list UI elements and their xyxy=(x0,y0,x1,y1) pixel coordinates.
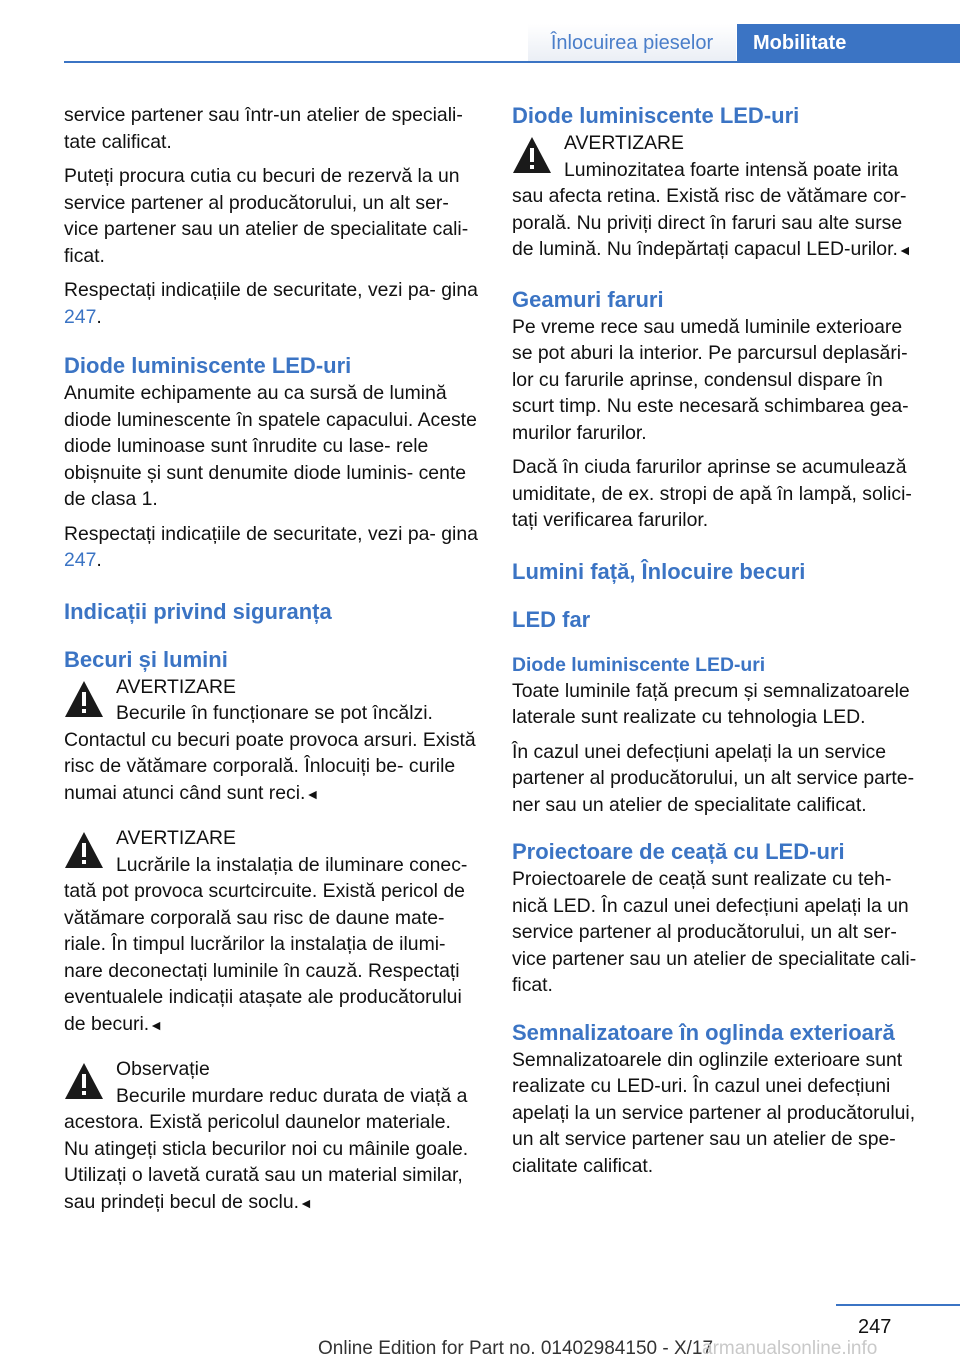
heading-front-lights: Lumini față, Înlocuire becuri xyxy=(512,558,806,584)
warning-block xyxy=(64,825,480,1038)
paragraph: Toate luminile față precum și semnalizatoarele laterale sunt realizate cu tehnologia LED. xyxy=(512,679,910,728)
end-marker: ◄ xyxy=(299,1194,313,1211)
warning-triangle-icon xyxy=(64,1062,104,1100)
paragraph: Puteți procura cutia cu becuri de rezervă la un service partener al producătorului, un alt ser- vice partener sau un atelier de specialitate cali- ficat. xyxy=(64,165,469,267)
paragraph: Anumite echipamente au ca sursă de lumină diode luminescente în spatele capacului. Aceste diode luminoase sunt înrudite cu lase- rele obișnuite și sunt denumite diode luminis- cente de clasa 1. xyxy=(64,382,477,510)
paragraph: Semnalizatoarele din oglinzile exterioare sunt realizate cu LED-uri. În cazul unei defecțiuni apelați la un service partener al producătorului, un alt service partener sau un atelier de spe- cialitate calificat. xyxy=(512,1048,916,1177)
warning-text: Becurile în funcționare se pot încălzi. Contactul cu becuri poate provoca arsuri. Există risc de vătămare corporală. Înlocuiți be- curile numai atunci când sunt reci.◄ xyxy=(64,702,476,804)
edition-note: Online Edition for Part no. 01402984150 - X/17 xyxy=(318,1338,714,1359)
page-link[interactable]: 247 xyxy=(64,549,97,571)
paragraph: În cazul unei defecțiuni apelați la un service partener al producătorului, un alt service parte- ner sau un atelier de specialitate calificat. xyxy=(512,740,915,816)
warning-text: Lucrările la instalația de iluminare conec- tată pot provoca scurtcircuite. Există pericol de vătămare corporală sau risc de daune mate- riale. În timpul lucrărilor la instalația de ilumi- nare deconectați luminile în cauză. Respectați eventualele indicații atașate ale producătorului de becuri.◄ xyxy=(64,853,468,1035)
warning-block xyxy=(64,674,480,808)
heading-fog: Proiectoare de ceață cu LED-uri xyxy=(512,839,845,864)
paragraph: Proiectoarele de ceață sunt realizate cu teh- nică LED. În cazul unei defecțiuni apelați la un service partener al producătorului, un alt ser- vice partener sau un atelier de specialitate cali- ficat. xyxy=(512,868,917,996)
left-column xyxy=(64,102,480,1224)
paragraph: service partener sau într-un atelier de speciali- tate calificat. xyxy=(64,104,463,153)
heading-led: Diode luminiscente LED-uri xyxy=(512,103,800,128)
note-text: Becurile murdare reduc durata de viață a acestora. Există pericolul daunelor materiale. Nu atingeți sticla becurilor noi cu mâinile goale. Utilizați o lavetă curată sau un material similar, sau prindeți becul de soclu.◄ xyxy=(64,1084,469,1213)
paragraph-with-link: Respectați indicațiile de securitate, vezi pa- gina 247. xyxy=(64,279,478,328)
header-rule xyxy=(64,61,960,63)
warning-text: Luminozitatea foarte intensă poate irita sau afecta retina. Există risc de vătămare cor- porală. Nu priviți direct în faruri sau alte surse de lumină. Nu îndepărtați capacul LED-urilor.◄ xyxy=(512,158,912,260)
end-marker: ◄ xyxy=(897,242,912,258)
warning-triangle-icon xyxy=(512,136,552,174)
warning-triangle-icon xyxy=(64,831,104,869)
page-link[interactable]: 247 xyxy=(64,305,97,328)
warning-triangle-icon xyxy=(64,680,104,718)
heading-led: Diode luminiscente LED-uri xyxy=(64,353,352,378)
footer-rule xyxy=(836,1304,960,1306)
page-number: 247 xyxy=(858,1316,892,1338)
heading-safety: Indicații privind siguranța xyxy=(64,598,332,624)
end-marker: ◄ xyxy=(149,1016,164,1033)
heading-glass: Geamuri faruri xyxy=(512,286,664,312)
warning-block xyxy=(512,130,928,264)
page-header xyxy=(0,0,960,62)
chapter-tab[interactable]: Mobilitate xyxy=(737,24,960,62)
end-marker: ◄ xyxy=(305,785,320,802)
heading-bulbs: Becuri și lumini xyxy=(64,646,228,672)
warning-title: AVERTIZARE xyxy=(564,132,684,154)
heading-mirror: Semnalizatoare în oglinda exterioară xyxy=(512,1019,895,1045)
paragraph: Dacă în ciuda farurilor aprinse se acumulează umiditate, de ex. stropi de apă în lampă, solici- tați verificarea farurilor. xyxy=(512,456,912,531)
paragraph: Pe vreme rece sau umedă luminile exterioare se pot aburi la interior. Pe parcursul deplasări- lor cu farurile aprinse, condensul dispare în scurt timp. Nu este necesară schimbarea gea- murilor farurilor. xyxy=(512,315,909,444)
watermark: armanualsonline.info xyxy=(702,1338,878,1359)
note-block xyxy=(64,1056,480,1216)
subheading-led: Diode luminiscente LED-uri xyxy=(512,653,766,676)
warning-title: AVERTIZARE xyxy=(116,827,236,849)
heading-led-far: LED far xyxy=(512,606,591,632)
right-column xyxy=(512,102,928,1187)
note-title: Observație xyxy=(116,1058,210,1080)
warning-title: AVERTIZARE xyxy=(116,675,236,698)
paragraph-with-link: Respectați indicațiile de securitate, vezi pa- gina 247. xyxy=(64,522,478,571)
section-tab[interactable]: Înlocuirea pieselor xyxy=(528,24,736,62)
